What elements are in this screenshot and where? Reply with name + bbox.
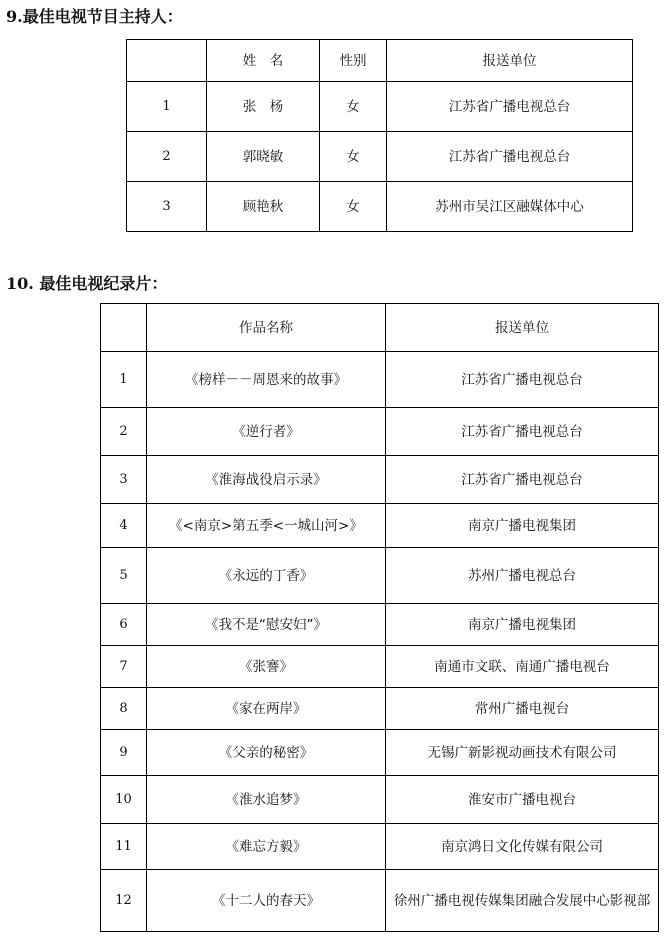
submitting-unit: 江苏省广播电视总台 xyxy=(386,408,659,456)
best-tv-documentary-table xyxy=(100,303,659,932)
table-row xyxy=(101,870,659,932)
table-row xyxy=(101,504,659,548)
section-9-heading: 9.最佳电视节目主持人： xyxy=(6,7,183,26)
table-header-row xyxy=(101,304,659,352)
submitting-unit: 常州广播电视台 xyxy=(386,688,659,730)
submitting-unit: 南京广播电视集团 xyxy=(386,604,659,646)
row-number: 7 xyxy=(101,646,147,688)
work-title: 《我不是“慰安妇”》 xyxy=(147,604,386,646)
host-name: 顾艳秋 xyxy=(207,182,320,232)
header-cell-gender: 性别 xyxy=(320,40,387,82)
work-title: 《难忘方毅》 xyxy=(147,824,386,870)
header-cell-index xyxy=(101,304,147,352)
row-number: 1 xyxy=(101,352,147,408)
header-cell-unit: 报送单位 xyxy=(387,40,633,82)
work-title: 《淮水追梦》 xyxy=(147,776,386,824)
table-row xyxy=(127,182,633,232)
table-row xyxy=(101,824,659,870)
work-title: 《逆行者》 xyxy=(147,408,386,456)
submitting-unit: 徐州广播电视传媒集团融合发展中心影视部 xyxy=(386,870,659,932)
submitting-unit: 江苏省广播电视总台 xyxy=(386,456,659,504)
submitting-unit: 苏州广播电视总台 xyxy=(386,548,659,604)
submitting-unit: 南京广播电视集团 xyxy=(386,504,659,548)
best-tv-host-table xyxy=(126,39,633,232)
table-row xyxy=(127,132,633,182)
work-title: 《十二人的春天》 xyxy=(147,870,386,932)
table-row xyxy=(101,604,659,646)
work-title: 《家在两岸》 xyxy=(147,688,386,730)
table-row xyxy=(101,776,659,824)
row-number: 6 xyxy=(101,604,147,646)
row-number: 1 xyxy=(127,82,207,132)
header-cell-index xyxy=(127,40,207,82)
work-title: 《榜样－－周恩来的故事》 xyxy=(147,352,386,408)
row-number: 11 xyxy=(101,824,147,870)
row-number: 3 xyxy=(101,456,147,504)
header-cell-unit: 报送单位 xyxy=(386,304,659,352)
table-row xyxy=(101,408,659,456)
table-row xyxy=(101,456,659,504)
table-row xyxy=(127,82,633,132)
submitting-unit: 江苏省广播电视总台 xyxy=(387,82,633,132)
row-number: 8 xyxy=(101,688,147,730)
submitting-unit: 江苏省广播电视总台 xyxy=(387,132,633,182)
table-row xyxy=(101,352,659,408)
submitting-unit: 江苏省广播电视总台 xyxy=(386,352,659,408)
table-header-row xyxy=(127,40,633,82)
work-title: 《父亲的秘密》 xyxy=(147,730,386,776)
section-10-heading: 10. 最佳电视纪录片： xyxy=(6,274,168,293)
row-number: 2 xyxy=(101,408,147,456)
row-number: 4 xyxy=(101,504,147,548)
table-row xyxy=(101,646,659,688)
host-gender: 女 xyxy=(320,132,387,182)
work-title: 《张謇》 xyxy=(147,646,386,688)
work-title: 《<南京>第五季<一城山河>》 xyxy=(147,504,386,548)
table-row xyxy=(101,730,659,776)
header-cell-name: 姓 名 xyxy=(207,40,320,82)
row-number: 10 xyxy=(101,776,147,824)
submitting-unit: 淮安市广播电视台 xyxy=(386,776,659,824)
submitting-unit: 苏州市吴江区融媒体中心 xyxy=(387,182,633,232)
work-title: 《淮海战役启示录》 xyxy=(147,456,386,504)
submitting-unit: 南京鸿日文化传媒有限公司 xyxy=(386,824,659,870)
host-gender: 女 xyxy=(320,182,387,232)
header-cell-title: 作品名称 xyxy=(147,304,386,352)
host-gender: 女 xyxy=(320,82,387,132)
work-title: 《永远的丁香》 xyxy=(147,548,386,604)
row-number: 5 xyxy=(101,548,147,604)
host-name: 张 杨 xyxy=(207,82,320,132)
table-row xyxy=(101,548,659,604)
submitting-unit: 无锡广新影视动画技术有限公司 xyxy=(386,730,659,776)
table-row xyxy=(101,688,659,730)
row-number: 12 xyxy=(101,870,147,932)
row-number: 3 xyxy=(127,182,207,232)
row-number: 2 xyxy=(127,132,207,182)
submitting-unit: 南通市文联、南通广播电视台 xyxy=(386,646,659,688)
host-name: 郭晓敏 xyxy=(207,132,320,182)
row-number: 9 xyxy=(101,730,147,776)
